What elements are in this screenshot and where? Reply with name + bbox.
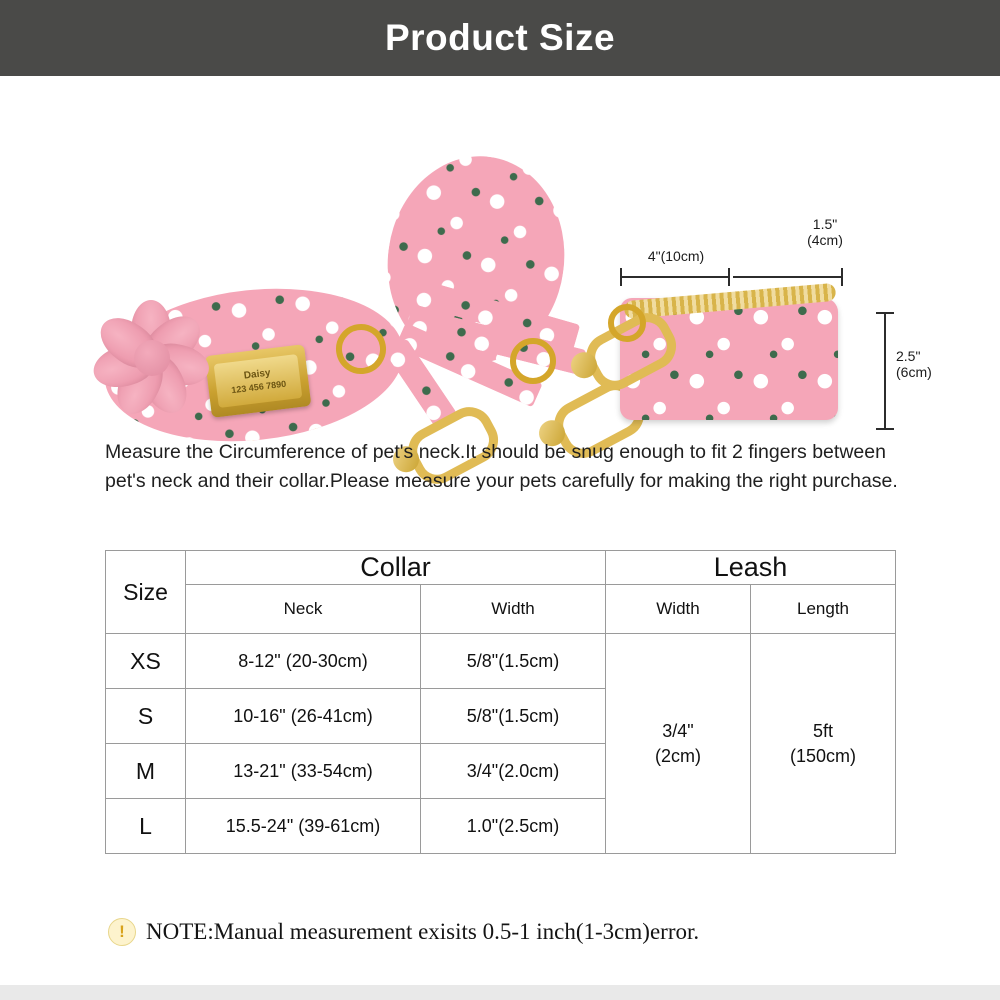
cell-neck-s: 10-16" (26-41cm) xyxy=(186,689,421,744)
cell-neck-m: 13-21" (33-54cm) xyxy=(186,744,421,799)
cell-leash-length xyxy=(751,634,896,854)
engraved-phone-text: 123 456 7890 xyxy=(230,378,287,395)
row-size-l: L xyxy=(106,799,186,854)
bag-height-line2: (6cm) xyxy=(896,364,932,381)
bag-height-line1: 2.5" xyxy=(896,348,921,364)
leash-length-line2: (150cm) xyxy=(790,745,857,766)
leash-width-line2: (2cm) xyxy=(655,745,701,766)
leash-o-ring-icon xyxy=(510,338,556,384)
page-header xyxy=(0,0,1000,76)
header-leash: Leash xyxy=(606,551,896,585)
dim-line-width xyxy=(620,276,730,278)
dim-tick xyxy=(876,428,894,430)
bag-depth-label xyxy=(790,216,860,248)
dim-line-depth xyxy=(733,276,843,278)
cell-collar-width-xs: 5/8"(1.5cm) xyxy=(421,634,606,689)
header-collar-width: Width xyxy=(421,585,606,634)
note-text: NOTE:Manual measurement exisits 0.5-1 inch(1-3cm)error. xyxy=(146,919,700,944)
row-size-xs: XS xyxy=(106,634,186,689)
engraved-name-plate xyxy=(214,354,303,408)
product-photo-area xyxy=(0,76,1000,428)
collar-flower-accessory xyxy=(86,292,216,422)
measure-instructions: Measure the Circumference of pet's neck.It should be snug enough to fit 2 fingers between pet's neck and their collar.Please measure your pets carefully for making the right purchase. xyxy=(105,441,898,493)
dim-tick xyxy=(876,312,894,314)
header-leash-width: Width xyxy=(606,585,751,634)
bottom-bar xyxy=(0,985,1000,1000)
bag-depth-line1: 1.5" xyxy=(812,216,838,232)
leash-width-line1: 3/4" xyxy=(662,721,694,742)
flower-center xyxy=(134,340,170,376)
dim-line-height xyxy=(884,312,886,430)
header-collar: Collar xyxy=(186,551,606,585)
dim-tick xyxy=(728,268,730,286)
engraved-name-text: Daisy xyxy=(243,367,272,382)
cell-collar-width-s: 5/8"(1.5cm) xyxy=(421,689,606,744)
leash-length-line1: 5ft xyxy=(813,721,834,742)
cell-collar-width-m: 3/4"(2.0cm) xyxy=(421,744,606,799)
size-chart-table xyxy=(105,550,896,854)
dim-tick xyxy=(841,268,843,286)
bag-width-label: 4"(10cm) xyxy=(647,248,705,264)
bag-height-label xyxy=(896,348,966,380)
cell-leash-width xyxy=(606,634,751,854)
table-row xyxy=(106,634,896,689)
collar-product-image xyxy=(78,254,408,429)
row-size-s: S xyxy=(106,689,186,744)
header-leash-length: Length xyxy=(751,585,896,634)
cell-neck-xs: 8-12" (20-30cm) xyxy=(186,634,421,689)
exclamation-icon: ! xyxy=(108,918,136,946)
table-header-row-1 xyxy=(106,551,896,585)
row-size-m: M xyxy=(106,744,186,799)
cell-collar-width-l: 1.0"(2.5cm) xyxy=(421,799,606,854)
bag-ring-icon xyxy=(608,304,646,342)
page-title: Product Size xyxy=(384,17,616,58)
note-row xyxy=(108,918,908,946)
poop-bag-holder-image xyxy=(600,276,850,436)
cell-neck-l: 15.5-24" (39-61cm) xyxy=(186,799,421,854)
header-collar-neck: Neck xyxy=(186,585,421,634)
bag-depth-line2: (4cm) xyxy=(807,232,843,249)
table-header-row-2 xyxy=(106,585,896,634)
header-size: Size xyxy=(106,551,186,634)
dim-tick xyxy=(620,268,622,286)
collar-buckle xyxy=(205,344,312,418)
